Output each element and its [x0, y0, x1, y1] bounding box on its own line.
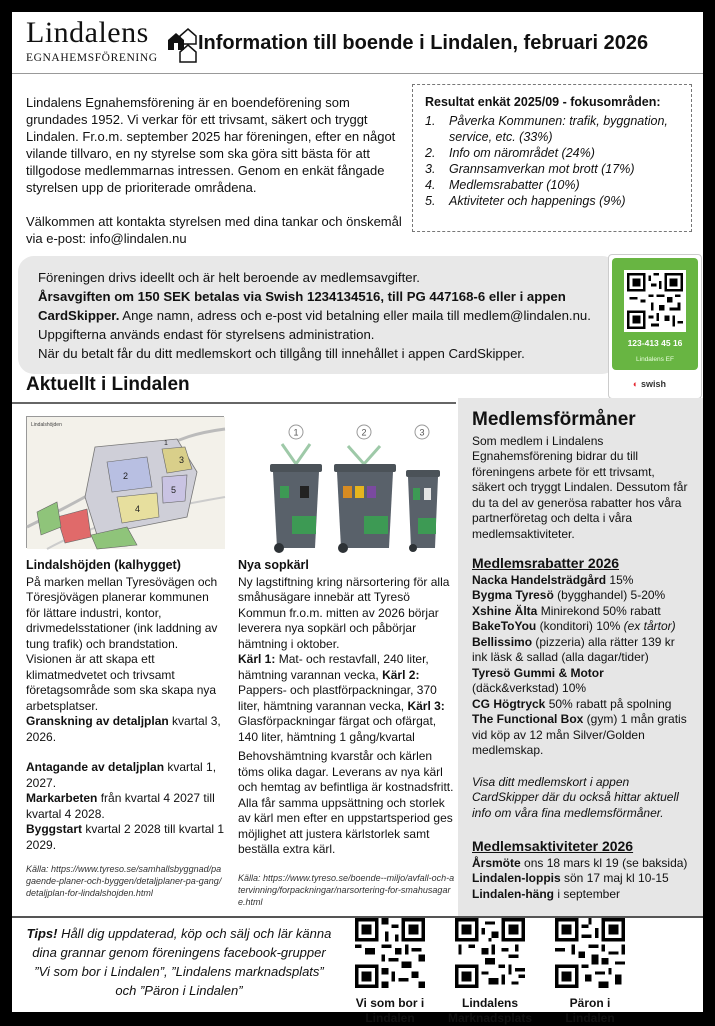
fee-amount-text: Årsavgiften om 150 SEK betalas via Swish 1234134516, till PG 447168-6 eller i appen CardSkipper. [38, 289, 566, 323]
survey-item-text: Påverka Kommunen: trafik, byggnation, service, etc. (33%) [449, 114, 668, 144]
qr-facebook-group-3[interactable] [544, 918, 636, 1026]
timeline-value: kvartal 3, 2026. [26, 714, 221, 744]
survey-item-text: Aktiviteter och happenings (9%) [449, 194, 626, 208]
timeline-label: Antagande av detaljplan [26, 760, 165, 774]
swish-logo-text: swish [640, 379, 666, 389]
discount-item [472, 588, 689, 604]
detail-plan-map-image [26, 416, 224, 548]
discount-item [472, 666, 689, 697]
article-body: Behovshämtning kvarstår och kärlen töms olika dagar. Leverans av nya kärl och hemtag av befintliga är kostnadsfritt. Alla får samma uppsättning och storlek av kärl men efter en uppstartsperiod ges möjlighet att justera kärlstorlek samt beställa extra kärl. [238, 749, 454, 856]
article-sopkarl [238, 558, 456, 908]
tips-text [26, 924, 332, 1000]
activity-date: ons 18 mars kl 19 (se baksida) [520, 855, 688, 870]
swish-qr-code[interactable] [624, 270, 686, 332]
qr-code[interactable] [555, 918, 625, 988]
newsletter-page [12, 12, 703, 1025]
timeline-label: Markarbeten [26, 791, 98, 805]
discounts-title: Medlemsrabatter 2026 [472, 555, 620, 571]
qr-label: Vi som bor i Lindalen [355, 996, 425, 1025]
logo-subtitle: EGNAHEMSFÖRENING [26, 52, 158, 64]
swish-logo-icon: ◐ [633, 379, 639, 389]
membership-fee-banner [18, 256, 618, 374]
discount-text: (pizzeria) alla rätter 139 kr ink läsk & sallad (alla dagar/tider) [472, 634, 675, 664]
contact-paragraph: Välkommen att kontakta styrelsen med dina tankar och önskemål via e-post: info@lindalen.nu [26, 214, 402, 246]
swish-recipient-name: Lindalens EF [636, 356, 674, 363]
article-title: Nya sopkärl [238, 558, 309, 572]
activity-item [472, 887, 689, 903]
discount-text: 50% rabatt på spolning [545, 696, 672, 711]
map-area-label: 1 [164, 440, 168, 447]
activity-name: Årsmöte [472, 855, 521, 870]
partner-name: The Functional Box [472, 712, 584, 726]
survey-item-text: Info om närområdet (24%) [449, 146, 595, 160]
activity-name: Lindalen-loppis [472, 871, 561, 885]
discount-text: (konditori) 10% [536, 619, 624, 633]
intro-paragraph: Lindalens Egnahemsförening är en boendeförening som grundades 1952. Vi verkar för ett trivsamt, säkert och tryggt Lindalen. Fr.o.m. september 2025 har föreningen, efter en något vilande tillvaro, en ny styrelse som ska göra sitt bästa för att tillgodose medlemmarnas intressen. Genom en enkät fångade styrelsen upp de prioriterade områdena. [26, 95, 396, 195]
swish-number: 123-413 45 16 [627, 338, 683, 348]
app-note: Visa ditt medlemskort i appen CardSkipper där du också hittar aktuell info om våra fina medlemsförmåner. [472, 774, 679, 820]
partner-name: Nacka Handelsträdgård [472, 572, 607, 587]
article-title: Lindalshöjden (kalhygget) [26, 558, 181, 572]
bin-label: Kärl 3: [407, 698, 445, 713]
discount-note: (ex tårtor) [623, 619, 676, 633]
survey-results-box [412, 84, 692, 232]
timeline-label: Granskning av detaljplan [26, 714, 169, 728]
qr-label: Lindalens Marknadsplats [447, 996, 533, 1025]
partner-name: Bellissimo [472, 634, 533, 649]
intro-text [26, 94, 404, 247]
activity-date: i september [554, 886, 621, 901]
bin-description: Glasförpackningar färgat och ofärgat, 140 liter, hämtning 1 gång/kvartal [238, 714, 437, 744]
section-divider [12, 402, 456, 404]
houses-icon [166, 26, 198, 64]
survey-item-text: Medlemsrabatter (10%) [449, 178, 580, 192]
bin-number: 3 [419, 427, 425, 438]
discount-item [472, 604, 689, 620]
bin-details [238, 652, 456, 745]
bin-label: Kärl 2: [382, 667, 420, 682]
activity-date: sön 17 maj kl 10-15 [560, 871, 669, 885]
survey-title: Resultat enkät 2025/09 - fokusområden: [425, 95, 661, 109]
bin-description: Pappers- och plastförpackningar, 370 liter, hämtning varannan vecka, [238, 683, 437, 713]
qr-code[interactable] [355, 918, 425, 988]
survey-item [425, 145, 679, 161]
timeline-item [26, 822, 226, 853]
discount-item [472, 573, 689, 589]
partner-name: Xshine Älta [472, 603, 538, 618]
qr-code[interactable] [455, 918, 525, 988]
benefits-title: Medlemsförmåner [472, 409, 636, 430]
survey-item [425, 193, 679, 209]
bin-label: Kärl 1: [238, 652, 276, 666]
survey-item-number: 2. [425, 146, 436, 160]
discount-text: Minirekond 50% rabatt [537, 603, 661, 618]
page-title: Information till boende i Lindalen, februari 2026 [198, 32, 649, 54]
swish-card-body [612, 258, 698, 370]
bin-description: Mat- och restavfall, 240 liter, hämtning varannan vecka, [238, 652, 429, 682]
discount-text: (däck&verkstad) 10% [472, 681, 587, 695]
benefits-intro: Som medlem i Lindalens Egnahemsförening bidrar du till föreningens arbete för ett trivsamt, säkert och tryggt Lindalen. Dessutom får du ta del av generösa rabatter hos våra partnerföretag och delta i våra medlemsaktiviteter. [472, 433, 688, 541]
header [12, 12, 703, 74]
survey-item-number: 1. [425, 114, 436, 128]
waste-bins-illustration [252, 424, 452, 556]
article-body: På marken mellan Tyresövägen och Töresjövägen planerar kommunen för lättare industri, kontor, drivmedelsstationer (ink laddning av tung trafik) och brandstation. Visionen är att skapa ett klimatmedvetet och trivsamt företagsområde som ska skapa nya arbetsplatser. [26, 574, 218, 713]
bin-number: 2 [361, 427, 367, 438]
timeline-label: Byggstart [26, 822, 83, 836]
timeline-value: kvartal 2 2028 till kvartal 1 2029. [26, 822, 225, 852]
source-link[interactable]: Källa: https://www.tyreso.se/boende--miljo/avfall-och-atervinning/forpackningar/narsortering-for-smahusagare.html [238, 872, 455, 907]
discount-text: (bygghandel) 5-20% [553, 588, 666, 602]
discount-text: 15% [606, 572, 634, 587]
map-legend-text: Lindalshöjden [31, 422, 62, 428]
section-title: Aktuellt i Lindalen [26, 374, 190, 395]
activity-name: Lindalen-häng [472, 886, 554, 901]
discount-item [472, 712, 689, 759]
swish-logo [633, 379, 666, 389]
activity-item [472, 856, 689, 872]
qr-facebook-group-1[interactable] [344, 918, 436, 1026]
map-area-label: 3 [179, 455, 185, 465]
swish-qr-card[interactable] [608, 254, 702, 399]
bin-2 [334, 425, 396, 553]
partner-name: BakeToYou [472, 619, 537, 633]
timeline-item [26, 791, 226, 822]
fee-line: Föreningen drivs ideellt och är helt beroende av medlemsavgifter. [38, 270, 420, 285]
spacer [26, 745, 226, 760]
timeline-item [26, 760, 226, 791]
survey-item-text: Grannsamverkan mot brott (17%) [449, 162, 635, 176]
discount-item [472, 619, 689, 635]
association-logo [26, 18, 196, 68]
tips-body: Håll dig uppdaterad, köp och sälj och lär känna dina grannar genom föreningens facebook-grupper ”Vi som bor i Lindalen”, ”Lindalens marknadsplats” och ”Päron i Lindalen” [32, 926, 332, 998]
bin-number: 1 [293, 427, 299, 438]
survey-list [425, 113, 679, 209]
timeline-value: från kvartal 4 2027 till kvartal 4 2028. [26, 791, 215, 821]
map-area-label: 4 [135, 504, 141, 514]
survey-item-number: 5. [425, 194, 436, 208]
fee-details [38, 287, 608, 344]
logo-name: Lindalens [26, 16, 149, 49]
timeline-item [26, 714, 226, 745]
qr-facebook-group-2[interactable] [444, 918, 536, 1026]
survey-item-number: 4. [425, 178, 436, 192]
discount-item [472, 635, 689, 666]
article-intro: Ny lagstiftning kring närsortering för alla småhusägare innebär att Tyresö Kommun fr.o.m. mitten av 2026 börjar leverera nya sopkärl och påbörjar hämtning i oktober. [238, 574, 450, 651]
activity-item [472, 871, 689, 887]
survey-item [425, 113, 679, 145]
timeline-value: kvartal 1, 2027. [26, 760, 217, 790]
discount-text: (gym) 1 mån gratis vid köp av 12 mån Silver/Golden medlemskap. [472, 712, 687, 757]
qr-label: Päron i Lindalen [565, 996, 615, 1025]
map-drawing [27, 417, 225, 549]
fee-line-last: När du betalt får du ditt medlemskort och tillgång till innehållet i appen CardSkipper. [38, 346, 525, 361]
survey-item-number: 3. [425, 162, 436, 176]
bin-3 [406, 425, 440, 552]
fee-instructions: Ange namn, adress och e-post vid betalning eller maila till medlem@lindalen.nu. Uppgifterna används endast för styrelsens administration. [38, 308, 591, 342]
member-benefits-panel [458, 398, 703, 918]
partner-name: CG Högtryck [472, 696, 546, 711]
partner-name: Tyresö Gummi & Motor [472, 665, 604, 680]
article-lindalshojden [26, 558, 226, 899]
tips-label: Tips! [26, 926, 58, 941]
partner-name: Bygma Tyresö [472, 588, 554, 602]
survey-item [425, 177, 679, 193]
activities-title: Medlemsaktiviteter 2026 [472, 838, 634, 854]
survey-item [425, 161, 679, 177]
source-link[interactable]: Källa: https://www.tyreso.se/samhallsbyggnad/pagaende-planer-och-byggen/detaljplaner-pa-gang/detaljplan-for-lindalshojden.html [26, 864, 222, 898]
map-area-label: 5 [171, 485, 177, 495]
discount-item [472, 697, 689, 713]
bin-1 [270, 425, 322, 553]
map-area-label: 2 [123, 471, 129, 481]
